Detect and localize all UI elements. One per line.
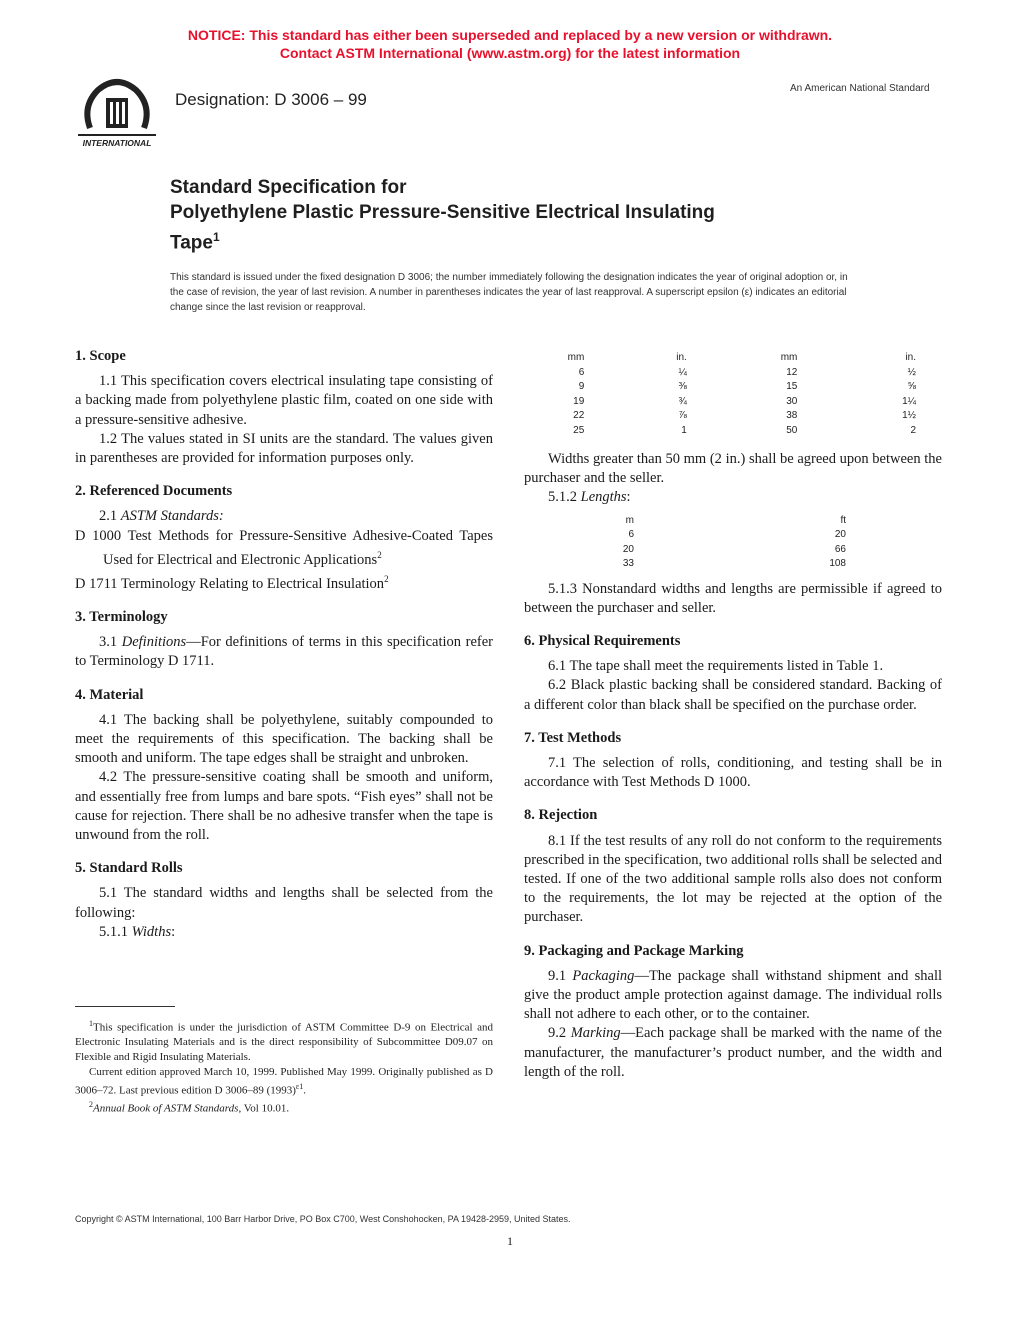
table-row: [524, 557, 846, 572]
table-cell: ¾: [678, 395, 687, 407]
table-cell: ¼: [678, 366, 687, 378]
table-cell: ⅜: [678, 381, 687, 392]
para-3-1: [75, 633, 493, 671]
table-cell: 1: [681, 424, 687, 436]
para-6-2: 6.2 Black plastic backing shall be considered standard. Backing of a different color than black shall be specified on the purchase order.: [524, 677, 942, 713]
widths-header-cell: mm: [780, 352, 798, 363]
footnote-2-sup: 2: [89, 1100, 93, 1110]
table-row: [524, 528, 846, 543]
table-cell: 22: [573, 410, 585, 421]
widths-header-cell: in.: [676, 352, 687, 363]
logo-text: INTERNATIONAL: [82, 138, 152, 148]
table-cell: 66: [834, 543, 846, 555]
lengths-header-cell: m: [625, 514, 634, 526]
widths-table-header: [524, 351, 916, 366]
para-5-1-1: [75, 923, 493, 942]
table-cell: 15: [786, 381, 798, 392]
section-9-heading: 9. Packaging and Package Marking: [524, 942, 744, 959]
para-9-2-num: 9.2: [548, 1025, 567, 1042]
section-2-heading: 2. Referenced Documents: [75, 483, 233, 500]
para-9-1-italic: Packaging: [572, 967, 635, 984]
designation: Designation: D 3006 – 99: [175, 90, 367, 109]
table-row: [524, 380, 916, 395]
widths-header-cell: in.: [905, 352, 916, 363]
section-1-heading: 1. Scope: [75, 348, 126, 364]
table-cell: 33: [622, 558, 634, 570]
widths-table: [524, 351, 916, 438]
para-9-1-rest: —The package shall withstand shipment and shall give the product ample protection against damage. The individual rolls shall not adhere to each other, or to the container.: [524, 967, 942, 1023]
table-cell: 30: [786, 395, 798, 407]
american-national-standard: An American National Standard: [790, 83, 930, 94]
reference-d1711: [75, 570, 493, 594]
para-7-1: 7.1 The selection of rolls, conditioning, and testing shall be in accordance with Test Methods D 1000.: [524, 755, 942, 791]
reference-d1000-text: D 1000 Test Methods for Pressure-Sensitive Adhesive-Coated Tapes Used for Electrical and Electronic Applications: [75, 527, 493, 568]
para-5-1-1-num: 5.1.1: [99, 923, 128, 940]
table-row: [524, 366, 916, 381]
footnotes: [75, 1017, 493, 1117]
table-row: [524, 395, 916, 410]
issuance-note: This standard is issued under the fixed designation D 3006; the number immediately following the designation indicates the year of original adoption or, in the case of revision, the year of last revision. A number in parentheses indicates the year of last reapproval. A superscript epsilon (ε) indicates an editorial change since the last revision or reapproval.: [170, 272, 848, 313]
footnote-1b-end: .: [303, 1084, 307, 1097]
footnote-rule: [75, 1006, 175, 1007]
lengths-table: [524, 514, 846, 572]
table-cell: ½: [907, 366, 916, 378]
para-6-1: 6.1 The tape shall meet the requirements listed in Table 1.: [548, 658, 884, 675]
notice-line-1: NOTICE: This standard has either been superseded and replaced by a new version or withdrawn.: [187, 27, 833, 43]
para-widths-note: Widths greater than 50 mm (2 in.) shall be agreed upon between the purchaser and the seller.: [524, 451, 942, 487]
para-9-1: [524, 967, 942, 1025]
title-line-2: Polyethylene Plastic Pressure-Sensitive Electrical Insulating: [170, 202, 715, 223]
para-9-2-rest: —Each package shall be marked with the name of the manufacturer, the manufacturer’s product number, and the width and length of the roll.: [524, 1025, 942, 1080]
table-cell: 6: [628, 529, 634, 541]
table-cell: 25: [573, 424, 585, 436]
section-6-heading: 6. Physical Requirements: [524, 633, 681, 650]
para-5-1-2-colon: :: [626, 489, 631, 506]
para-9-1-num: 9.1: [548, 967, 567, 984]
page-number: 1: [507, 1234, 513, 1248]
para-2-1: [75, 507, 493, 526]
title-line-1: Standard Specification for: [170, 177, 407, 198]
table-cell: ⅞: [678, 410, 687, 421]
table-cell: 20: [834, 529, 846, 541]
table-cell: 12: [786, 366, 798, 378]
copyright: Copyright © ASTM International, 100 Barr Harbor Drive, PO Box C700, West Conshohocken, PA 19428-2959, United States.: [75, 1214, 571, 1224]
para-1-1: 1.1 This specification covers electrical insulating tape consisting of a backing made from polyethylene plastic film, coated on one side with a pressure-sensitive adhesive.: [75, 373, 493, 428]
footnote-2: [75, 1098, 493, 1116]
footnote-1b: [75, 1065, 493, 1098]
notice-line-2: Contact ASTM International (www.astm.org) for the latest information: [279, 45, 741, 61]
section-8-heading: 8. Rejection: [524, 807, 598, 824]
table-cell: 2: [910, 424, 916, 436]
para-5-1-2-num: 5.1.2: [548, 489, 577, 506]
astm-logo-icon: [70, 76, 164, 152]
footnote-1b-text: Current edition approved March 10, 1999. Published May 1999. Originally published as D 3006–72. Last previous edition D 3006–89 (1993): [75, 1066, 493, 1097]
para-9-2-italic: Marking: [570, 1025, 621, 1042]
table-cell: ⅝: [907, 381, 916, 392]
para-3-1-italic: Definitions: [121, 634, 187, 651]
para-9-2: [524, 1024, 942, 1082]
table-cell: 38: [786, 410, 798, 421]
table-cell: 50: [786, 424, 798, 436]
table-cell: 20: [622, 543, 634, 555]
footnote-1-text: This specification is under the jurisdiction of ASTM Committee D-9 on Electrical and Electronic Insulating Materials and is the direct responsibility of Subcommittee D09.07 on Flexible and Rigid Insulating Materials.: [75, 1021, 493, 1064]
table-cell: 19: [573, 395, 585, 407]
lengths-table-header: [524, 514, 846, 529]
table-cell: 1½: [902, 410, 916, 421]
para-5-1-3: 5.1.3 Nonstandard widths and lengths are permissible if agreed to between the purchaser and seller.: [524, 580, 942, 616]
widths-header-cell: mm: [567, 352, 585, 363]
para-5-1: 5.1 The standard widths and lengths shall be selected from the following:: [75, 885, 493, 921]
para-3-1-rest: —For definitions of terms in this specification refer to Terminology D 1711.: [75, 634, 494, 670]
footnote-2-rest: , Vol 10.01.: [238, 1102, 290, 1115]
table-row: [524, 409, 916, 424]
footnote-1b-sup: ε1: [295, 1081, 304, 1091]
section-3-heading: 3. Terminology: [75, 608, 168, 625]
para-5-1-2: [524, 488, 942, 507]
para-8-1: 8.1 If the test results of any roll do not conform to the requirements prescribed in the specification, two additional rolls shall be selected and tested. If one of the two additional sample rolls also does not conform to the requirements, the lot may be rejected at the option of the purchaser.: [524, 832, 942, 926]
footnote-2-italic: Annual Book of ASTM Standards: [93, 1102, 239, 1115]
reference-d1711-text: D 1711 Terminology Relating to Electrical Insulation: [75, 575, 385, 592]
para-4-2: 4.2 The pressure-sensitive coating shall be smooth and uniform, and essentially free from lumps and bare spots. “Fish eyes” shall not be cause for rejection. There shall be no adhesive transfer when the tape is unwound from the roll.: [75, 769, 493, 843]
para-4-1: 4.1 The backing shall be polyethylene, suitably compounded to meet the requirements of this specification. The backing shall be smooth and uniform. The tape edges shall be straight and unbroken.: [75, 711, 493, 767]
para-1-2: 1.2 The values stated in SI units are the standard. The values given in parentheses are provided for information purposes only.: [75, 430, 493, 467]
right-column: [524, 351, 942, 1082]
title-tape: Tape: [170, 232, 213, 254]
table-row: [524, 543, 846, 558]
section-7-heading: 7. Test Methods: [524, 729, 622, 746]
lengths-header-cell: ft: [840, 514, 846, 526]
title-line-3: [170, 225, 890, 255]
para-3-1-num: 3.1: [99, 634, 118, 651]
table-row: [524, 424, 916, 439]
table-cell: 1¼: [902, 395, 916, 407]
reference-d1000: [75, 527, 493, 570]
para-5-1-1-colon: :: [171, 923, 176, 940]
reference-d1711-sup: 2: [384, 573, 389, 584]
para-2-1-num: 2.1: [99, 508, 118, 525]
document-title: [170, 175, 890, 255]
para-2-1-italic: ASTM Standards:: [120, 508, 224, 525]
footnote-1: [75, 1017, 493, 1065]
table-cell: 6: [578, 366, 585, 378]
section-5-heading: 5. Standard Rolls: [75, 860, 183, 877]
left-column: [75, 347, 493, 942]
para-5-1-2-italic: Lengths: [580, 489, 627, 506]
footnote-1-sup: 1: [89, 1019, 93, 1028]
reference-d1000-sup: 2: [377, 549, 382, 560]
notice-banner: [0, 26, 1020, 62]
section-4-heading: 4. Material: [75, 686, 144, 703]
table-cell: 9: [578, 381, 585, 392]
title-footnote-ref: 1: [212, 230, 220, 244]
table-cell: 108: [829, 558, 846, 570]
para-5-1-1-italic: Widths: [131, 923, 172, 940]
astm-logo: [70, 76, 164, 152]
